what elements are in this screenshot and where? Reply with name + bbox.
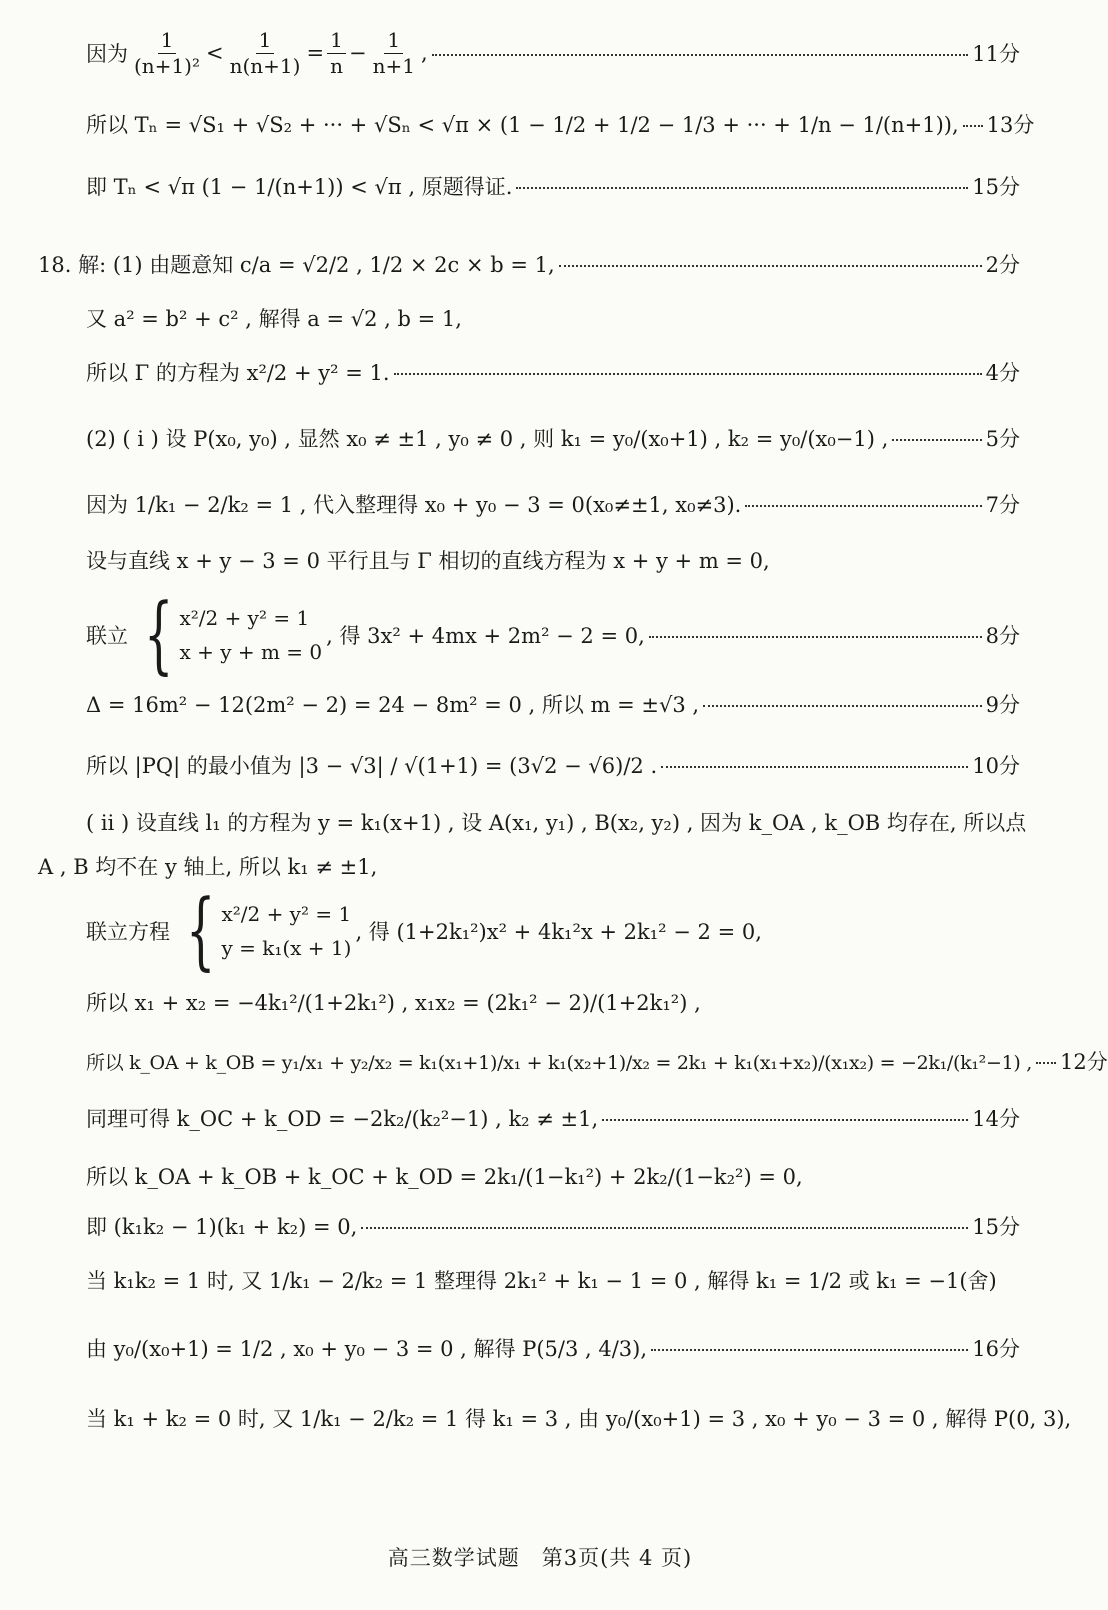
line-text: 所以 x₁ + x₂ = −4k₁²/(1+2k₁²) , x₁x₂ = (2k₁² − 2)/(1+2k₁²) , bbox=[86, 991, 701, 1015]
score-leader bbox=[602, 1119, 968, 1121]
page-footer: 高三数学试题 第3页(共 4 页) bbox=[387, 1546, 693, 1570]
fraction: $\frac{1}{n(n+1)}$ bbox=[229, 27, 301, 78]
line-ab bbox=[38, 846, 1020, 886]
line-text: 即 (k₁k₂ − 1)(k₁ + k₂) = 0, bbox=[86, 1215, 358, 1239]
score-leader bbox=[361, 1227, 968, 1229]
line-text: 所以 Γ 的方程为 x²/2 + y² = 1. bbox=[86, 361, 390, 385]
equation-system: { x²/2 + y² = 1 y = k₁(x + 1) bbox=[186, 881, 352, 980]
line-15b bbox=[86, 1206, 1020, 1246]
system-row: x + y + m = 0 bbox=[179, 640, 323, 664]
line-a bbox=[86, 298, 1020, 338]
score-leader bbox=[559, 265, 982, 267]
score-label: 2分 bbox=[985, 253, 1020, 277]
line-parallel bbox=[86, 540, 1020, 580]
line-5 bbox=[86, 414, 1020, 462]
score-label: 8分 bbox=[985, 624, 1020, 648]
line-q18 bbox=[38, 240, 1020, 288]
equation-system: { x²/2 + y² = 1 x + y + m = 0 bbox=[144, 585, 323, 684]
line-text: 所以 Tₙ = √S₁ + √S₂ + ··· + √Sₙ < √π × (1 − 1/2 + 1/2 − 1/3 + ··· + 1/n − 1/(n+1)), bbox=[86, 113, 959, 137]
line-text: 即 Tₙ < √π (1 − 1/(n+1)) < √π , 原题得证. bbox=[86, 175, 513, 199]
line-content: 因为 $\frac{1}{\text{(n+1)²}}$ < $\frac{1}{n(n+1)}$ = $\frac{1}{n}$ − $\frac{1}{n+1}$ , bbox=[86, 27, 428, 78]
score-leader bbox=[394, 373, 982, 375]
line-10 bbox=[86, 740, 1020, 790]
line-9 bbox=[86, 684, 1020, 724]
system-row: y = k₁(x + 1) bbox=[221, 936, 352, 960]
line-16 bbox=[86, 1324, 1020, 1372]
score-leader bbox=[745, 505, 981, 507]
fraction: $\frac{1}{n}$ bbox=[327, 30, 346, 77]
line-text: 设与直线 x + y − 3 = 0 平行且与 Γ 相切的直线方程为 x + y + m = 0, bbox=[86, 549, 770, 573]
line-prefix: 联立 bbox=[86, 624, 128, 648]
line-11 bbox=[86, 28, 1020, 78]
line-gamma bbox=[86, 348, 1020, 396]
score-label: 9分 bbox=[985, 693, 1020, 717]
line-13 bbox=[86, 100, 1035, 148]
score-leader bbox=[649, 636, 982, 638]
line-prefix: 联立方程 bbox=[86, 920, 170, 944]
score-leader bbox=[516, 187, 968, 189]
line-last bbox=[86, 1394, 1072, 1442]
line-text: (2) ( ⅰ ) 设 P(x₀, y₀) , 显然 x₀ ≠ ±1 , y₀ ≠ 0 , 则 k₁ = y₀/(x₀+1) , k₂ = y₀/(x₀−1) , bbox=[86, 427, 889, 451]
line-sum bbox=[86, 978, 1020, 1026]
score-label: 16分 bbox=[972, 1337, 1020, 1361]
system-row: x²/2 + y² = 1 bbox=[221, 902, 352, 926]
score-leader bbox=[892, 439, 981, 441]
line-text: ( ⅱ ) 设直线 l₁ 的方程为 y = k₁(x+1) , 设 A(x₁, y₁) , B(x₂, y₂) , 因为 k_OA , k_OB 均存在, 所以点 bbox=[86, 811, 1027, 835]
score-label: 5分 bbox=[985, 427, 1020, 451]
line-ii bbox=[86, 802, 1027, 842]
score-label: 10分 bbox=[972, 754, 1020, 778]
line-text: 所以 k_OA + k_OB = y₁/x₁ + y₂/x₂ = k₁(x₁+1)/x₁ + k₁(x₂+1)/x₂ = 2k₁ + k₁(x₁+x₂)/(x₁x₂) = −2k₁/(k₁²−1) , bbox=[86, 1051, 1032, 1074]
fraction: $\frac{1}{\text{(n+1)²}}$ bbox=[134, 27, 200, 78]
score-label: 13分 bbox=[986, 113, 1035, 137]
line-text: Δ = 16m² − 12(2m² − 2) = 24 − 8m² = 0 , 所以 m = ±√3 , bbox=[86, 693, 700, 717]
line-system2 bbox=[86, 881, 1020, 980]
line-text: 当 k₁k₂ = 1 时, 又 1/k₁ − 2/k₂ = 1 整理得 2k₁² + k₁ − 1 = 0 , 解得 k₁ = 1/2 或 k₁ = −1(舍) bbox=[86, 1269, 997, 1293]
line-k1 bbox=[86, 1256, 1020, 1304]
line-all bbox=[86, 1152, 1020, 1200]
line-text: 所以 k_OA + k_OB + k_OC + k_OD = 2k₁/(1−k₁²) + 2k₂/(1−k₂²) = 0, bbox=[86, 1165, 803, 1189]
line-text: 18. 解: (1) 由题意知 c/a = √2/2 , 1/2 × 2c × b = 1, bbox=[38, 253, 555, 277]
line-12 bbox=[86, 1036, 1108, 1086]
line-15a bbox=[86, 162, 1020, 210]
line-text: , 得 3x² + 4mx + 2m² − 2 = 0, bbox=[326, 624, 645, 648]
score-leader bbox=[432, 54, 969, 56]
line-text: A , B 均不在 y 轴上, 所以 k₁ ≠ ±1, bbox=[38, 855, 378, 879]
line-14 bbox=[86, 1094, 1020, 1142]
line-text: 又 a² = b² + c² , 解得 a = √2 , b = 1, bbox=[86, 307, 462, 331]
line-text: 由 y₀/(x₀+1) = 1/2 , x₀ + y₀ − 3 = 0 , 解得 P(5/3 , 4/3), bbox=[86, 1337, 648, 1361]
line-text: 同理可得 k_OC + k_OD = −2k₂/(k₂²−1) , k₂ ≠ ±1, bbox=[86, 1107, 599, 1131]
score-leader bbox=[661, 766, 968, 768]
score-leader bbox=[651, 1349, 968, 1351]
line-text: 当 k₁ + k₂ = 0 时, 又 1/k₁ − 2/k₂ = 1 得 k₁ = 3 , 由 y₀/(x₀+1) = 3 , x₀ + y₀ − 3 = 0 , 解得 P(0, 3), bbox=[86, 1407, 1072, 1431]
score-leader bbox=[703, 705, 982, 707]
score-leader bbox=[963, 125, 983, 127]
line-7 bbox=[86, 480, 1020, 528]
score-leader bbox=[1036, 1062, 1056, 1064]
score-label: 11分 bbox=[972, 42, 1020, 66]
line-text: 所以 |PQ| 的最小值为 |3 − √3| / √(1+1) = (3√2 − √6)/2 . bbox=[86, 754, 658, 778]
score-label: 15分 bbox=[972, 175, 1020, 199]
score-label: 7分 bbox=[985, 493, 1020, 517]
score-label: 15分 bbox=[972, 1215, 1020, 1239]
score-label: 12分 bbox=[1059, 1050, 1108, 1074]
line-text: 因为 1/k₁ − 2/k₂ = 1 , 代入整理得 x₀ + y₀ − 3 = 0(x₀≠±1, x₀≠3). bbox=[86, 493, 742, 517]
score-label: 4分 bbox=[985, 361, 1020, 385]
fraction: $\frac{1}{n+1}$ bbox=[372, 27, 415, 78]
line-8 bbox=[86, 585, 1020, 684]
system-row: x²/2 + y² = 1 bbox=[179, 606, 310, 630]
score-label: 14分 bbox=[972, 1107, 1020, 1131]
line-text: , 得 (1+2k₁²)x² + 4k₁²x + 2k₁² − 2 = 0, bbox=[355, 920, 762, 944]
